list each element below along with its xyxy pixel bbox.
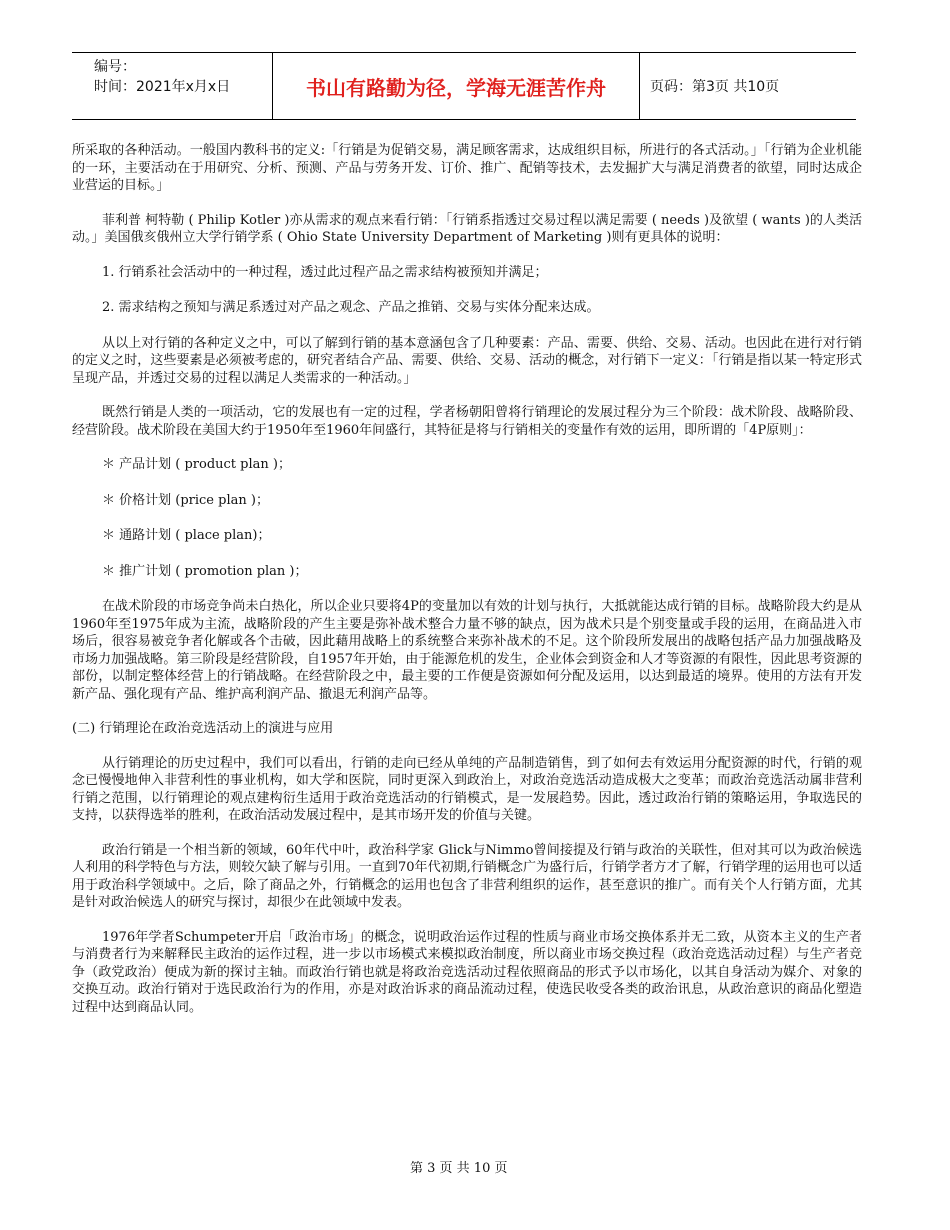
paragraph: 既然行销是人类的一项活动，它的发展也有一定的过程，学者杨朝阳曾将行销理论的发展过程分为三个阶段：战术阶段、战略阶段、经营阶段。战术阶段在美国大约于1950年至1960年间盛行，其特征是将与行销相关的变量作有效的运用，即所谓的「4P原则」： [72, 405, 862, 438]
paragraph: 在战术阶段的市场竞争尚未白热化，所以企业只要将4P的变量加以有效的计划与执行，大抵就能达成行销的目标。战略阶段大约是从1960年至1975年成为主流，战略阶段的产生主要是弥补战术整合力量不够的缺点，因为战术只是个别变量或手段的运用，在商品进入市场后，很容易被竞争者化解或各个击破，因此藉用战略上的系统整合来弥补战术的不足。这个阶段所发展出的战略包括产品力加强战略及市场力加强战略。第三阶段是经营阶段，自1957年开始，由于能源危机的发生，企业体会到资金和人才等资源的有限性，因此思考资源的部份，以制定整体经营上的行销战略。在经营阶段之中，最主要的工作便是资源如何分配及运用，以达到最适的境界。使用的方法有开发新产品、强化现有产品、维护高利润产品、撤退无利润产品等。 [72, 599, 862, 702]
list-item: 2. 需求结构之预知与满足系透过对产品之观念、产品之推销、交易与实体分配来达成。 [102, 300, 600, 315]
section-heading: (二) 行销理论在政治竞选活动上的演进与应用 [72, 721, 334, 736]
paragraph: 1976年学者Schumpeter开启「政治市场」的概念，说明政治运作过程的性质与商业市场交换体系并无二致，从资本主义的生产者与消费者行为来解释民主政治的运作过程，进一步以市场模式来模拟政治制度，所以商业市场交换过程（政治竞选活动过程）与生产者竞争（政党政治）便成为新的探讨主轴。而政治行销也就是将政治竞选活动过程依照商品的形式予以市场化，以其自身活动为媒介、对象的交换互动。政治行销对于选民政治行为的作用，亦是对政治诉求的商品流动过程，使选民收受各类的政治讯息，从政治意识的商品化塑造过程中达到商品认同。 [72, 929, 862, 1015]
page-header [72, 52, 856, 120]
list-item: ＊ 价格计划 (price plan )； [102, 492, 269, 508]
paragraph: 菲利普 柯特勒 ( Philip Kotler )亦从需求的观点来看行销：「行销系指透过交易过程以满足需要 ( needs )及欲望 ( wants )的人类活动。」美国俄亥俄州立大学行销学系 ( Ohio State University Department of Marketing )则有更具体的说明： [72, 212, 862, 245]
page-footer: 第 3 页 共 10 页 [410, 1161, 508, 1176]
list-item: ＊ 推广计划 ( promotion plan )； [102, 563, 308, 579]
list-item: 1. 行销系社会活动中的一种过程，透过此过程产品之需求结构被预知并满足； [102, 264, 548, 280]
document-number: 编号： [94, 59, 136, 75]
paragraph: 政治行销是一个相当新的领域，60年代中叶，政治科学家 Glick与Nimmo曾间接提及行销与政治的关联性，但对其可以为政治候选人利用的科学特色与方法，则较欠缺了解与引用。一直到70年代初期,行销概念广为盛行后，行销学者方才了解，行销学理的运用也可以适用于政治科学领域中。之后，除了商品之外，行销概念的运用也包含了非营利组织的运作，甚至意识的推广。而有关个人行销方面，尤其是针对政治候选人的研究与探讨，却很少在此领域中发表。 [72, 842, 862, 910]
document-time: 时间：2021年x月x日 [94, 79, 231, 95]
document-body [72, 142, 862, 1033]
paragraph: 所采取的各种活动。一般国内教科书的定义:「行销是为促销交易，满足顾客需求，达成组织目标，所进行的各式活动。」「行销为企业机能的一环，主要活动在于用研究、分析、预测、产品与劳务开发、订价、推广、配销等技术，去发掘扩大与满足消费者的欲望，同时达成企业营运的目标。」 [72, 143, 862, 193]
header-motto: 书山有路勤为径，学海无涯苦作舟 [272, 53, 640, 119]
list-item: ＊ 通路计划 ( place plan)； [102, 528, 271, 543]
paragraph: 从行销理论的历史过程中，我们可以看出，行销的走向已经从单纯的产品制造销售，到了如何去有效运用分配资源的时代，行销的观念已慢慢地伸入非营利性的事业机构，如大学和医院，同时更深入到政治上，对政治竞选活动造成极大之变革；而政治竞选活动属非营利行销之范围，以行销理论的观点建构衍生适用于政治竞选活动的行销模式，是一发展趋势。因此，透过政治行销的策略运用，争取选民的支持，以获得选举的胜利，在政治活动发展过程中，是其市场开发的价值与关键。 [72, 755, 862, 823]
header-meta [72, 53, 272, 119]
list-item: ＊ 产品计划 ( product plan )； [102, 457, 291, 472]
header-page-number: 页码：第3页 共10页 [650, 79, 780, 95]
paragraph: 从以上对行销的各种定义之中，可以了解到行销的基本意涵包含了几种要素：产品、需要、供给、交易、活动。也因此在进行对行销的定义之时，这些要素是必须被考虑的，研究者结合产品、需要、供给、交易、活动的概念，对行销下一定义：「行销是指以某一特定形式呈现产品，并透过交易的过程以满足人类需求的一种活动。」 [72, 335, 862, 386]
